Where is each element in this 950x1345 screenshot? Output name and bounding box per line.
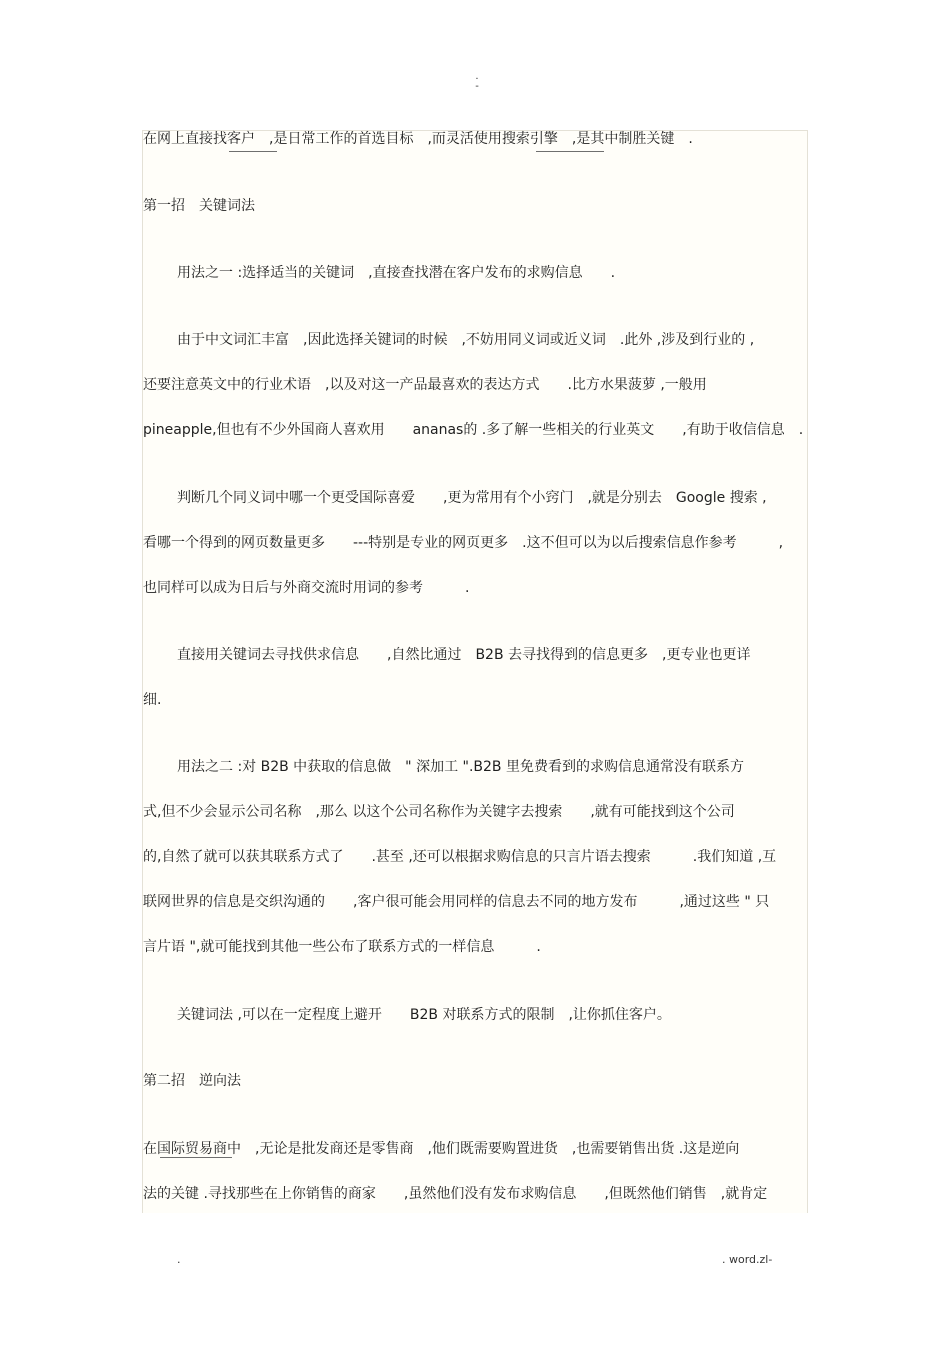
footer-left: .	[177, 1253, 181, 1266]
paragraph-line: 判断几个同义词中哪一个更受国际喜爱 ,更为常用有个小窍门 ,就是分别去 Google 搜索 ,	[177, 490, 767, 506]
paragraph-line: 还要注意英文中的行业术语 ,以及对这一产品最喜欢的表达方式 .比方水果菠萝 ,一般用	[143, 377, 707, 393]
paragraph-line: 看哪一个得到的网页数量更多 ---特别是专业的网页更多 .这不但可以为以后搜索信息作参考 ,	[143, 535, 784, 551]
paragraph-line: 联网世界的信息是交织沟通的 ,客户很可能会用同样的信息去不同的地方发布 ,通过这些 " 只	[143, 894, 770, 910]
paragraph-line: 式,但不少会显示公司名称 ,那么 以这个公司名称作为关键字去搜索 ,就有可能找到这个公司	[143, 804, 735, 820]
paragraph-line: 也同样可以成为日后与外商交流时用词的参考 .	[143, 580, 470, 596]
section-heading: 第一招 关键词法	[143, 198, 255, 214]
paragraph-line: 关键词法 ,可以在一定程度上避开 B2B 对联系方式的限制 ,让你抓住客户。	[177, 1007, 671, 1023]
paragraph-line: 用法之一 :选择适当的关键词 ,直接查找潜在客户发布的求购信息 .	[177, 265, 616, 281]
paragraph-line: 由于中文词汇丰富 ,因此选择关键词的时候 ,不妨用同义词或近义词 .此外 ,涉及到行业的 ,	[177, 332, 755, 348]
section-heading: 第二招 逆向法	[143, 1073, 241, 1089]
paragraph-line: 在国际贸易商中 ,无论是批发商还是零售商 ,他们既需要购置进货 ,也需要销售出货 .这是逆向	[143, 1141, 740, 1157]
word-underline	[536, 151, 604, 152]
header-dash: -	[475, 81, 479, 92]
word-underline	[160, 1157, 232, 1158]
header-mark	[474, 72, 480, 92]
content-frame	[142, 130, 808, 1213]
paragraph-line: pineapple,但也有不少外国商人喜欢用 ananas的 .多了解一些相关的行业英文 ,有助于收信信息 .	[143, 422, 804, 438]
footer-right: . word.zl-	[722, 1253, 773, 1266]
paragraph-line: 言片语 ",就可能找到其他一些公布了联系方式的一样信息 .	[143, 939, 541, 955]
paragraph-line: 在网上直接找客户 ,是日常工作的首选目标 ,而灵活使用搜索引擎 ,是其中制胜关键 .	[143, 131, 693, 147]
header-dot: .	[475, 71, 479, 82]
paragraph-line: 细.	[143, 692, 162, 708]
word-underline	[229, 151, 277, 152]
paragraph-line: 的,自然了就可以获其联系方式了 .甚至 ,还可以根据求购信息的只言片语去搜索 .我们知道 ,互	[143, 849, 777, 865]
paragraph-line: 法的关键 .寻找那些在上你销售的商家 ,虽然他们没有发布求购信息 ,但既然他们销售 ,就肯定	[143, 1186, 768, 1202]
paragraph-line: 用法之二 :对 B2B 中获取的信息做 " 深加工 ".B2B 里免费看到的求购信息通常没有联系方	[177, 759, 744, 775]
paragraph-line: 直接用关键词去寻找供求信息 ,自然比通过 B2B 去寻找得到的信息更多 ,更专业也更详	[177, 647, 751, 663]
